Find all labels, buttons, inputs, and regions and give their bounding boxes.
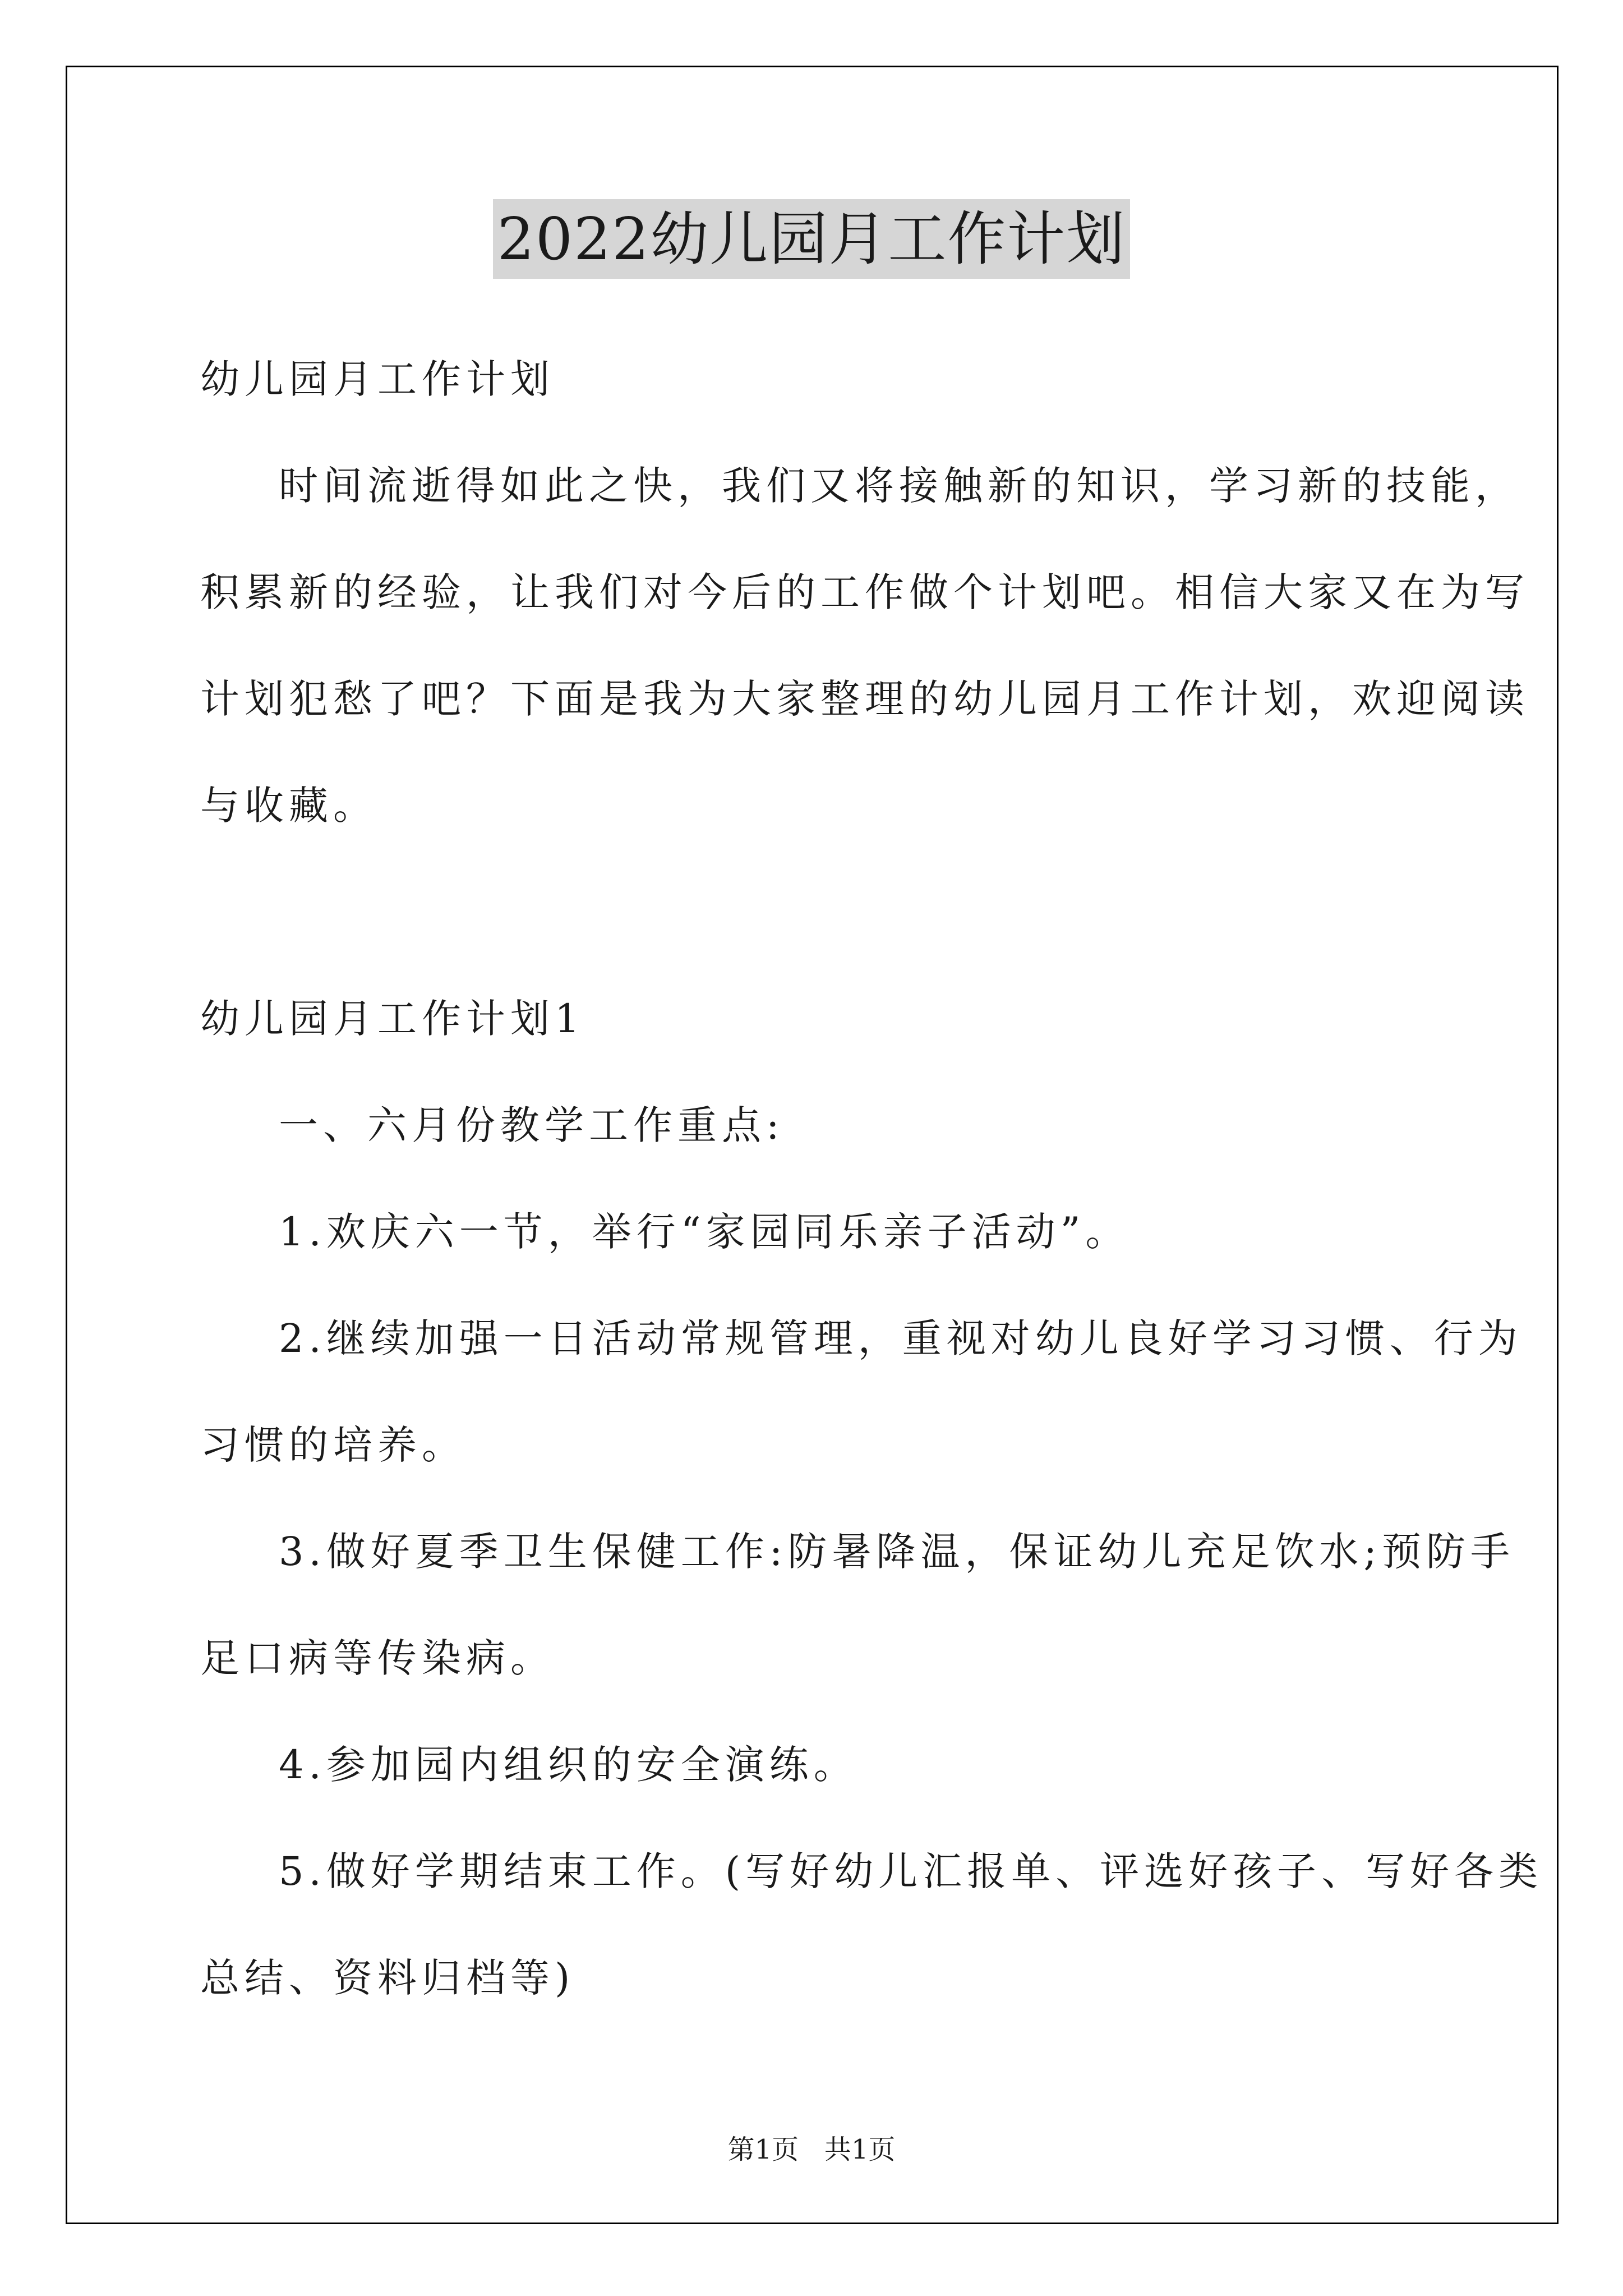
document-title: 2022幼儿园月工作计划 [493, 199, 1131, 279]
paragraph-line: 积累新的经验，让我们对今后的工作做个计划吧。相信大家又在为写 [200, 569, 1529, 615]
list-item-continued: 习惯的培养。 [200, 1422, 466, 1468]
section-heading: 幼儿园月工作计划1 [200, 996, 585, 1042]
list-heading: 一、六月份教学工作重点: [279, 1102, 785, 1148]
page-footer: 第1页 共1页 [727, 2134, 896, 2165]
list-item-continued: 总结、资料归档等) [200, 1955, 575, 2001]
list-item: 1.欢庆六一节，举行“家园同乐亲子活动”。 [279, 1209, 1130, 1255]
list-item-continued: 足口病等传染病。 [200, 1635, 555, 1681]
paragraph-line: 与收藏。 [200, 783, 377, 829]
title-container [0, 199, 1623, 279]
list-item: 5.做好学期结束工作。(写好幼儿汇报单、评选好孩子、写好各类 [279, 1848, 1543, 1894]
list-item: 2.继续加强一日活动常规管理，重视对幼儿良好学习习惯、行为 [279, 1315, 1523, 1361]
paragraph-line: 时间流逝得如此之快，我们又将接触新的知识，学习新的技能， [279, 463, 1519, 509]
list-item: 4.参加园内组织的安全演练。 [279, 1742, 858, 1788]
subtitle: 幼儿园月工作计划 [200, 356, 555, 402]
paragraph-line: 计划犯愁了吧？下面是我为大家整理的幼儿园月工作计划，欢迎阅读 [200, 676, 1529, 722]
list-item: 3.做好夏季卫生保健工作:防暑降温，保证幼儿充足饮水;预防手 [279, 1529, 1515, 1575]
